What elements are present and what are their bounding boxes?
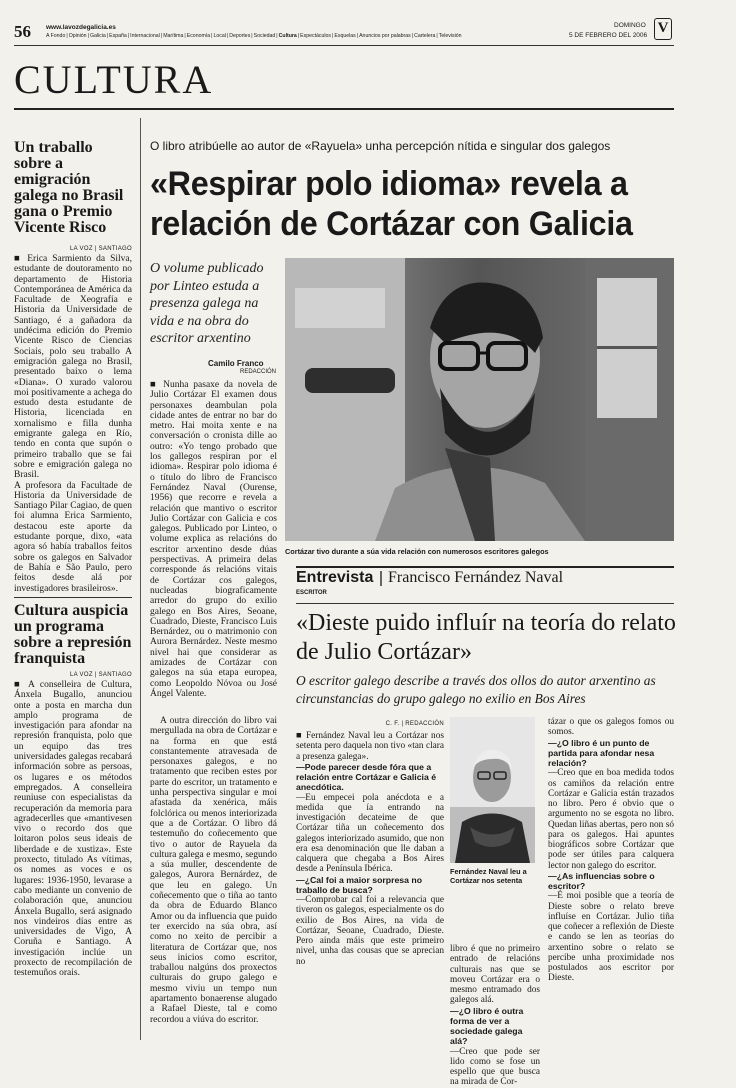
- naval-photo-caption: Fernández Naval leu a Cortázar nos setenta: [450, 867, 527, 886]
- main-kicker: O libro atribúelle ao autor de «Rayuela» unha percepción nítida e singular dos galegos: [150, 139, 611, 153]
- question-3: —¿O libro é outra forma de ver a sociedade galega alá?: [450, 1005, 524, 1047]
- section-link[interactable]: Internacional: [130, 33, 160, 39]
- header-divider: [14, 45, 674, 46]
- section-nav: [46, 33, 462, 39]
- left-article-2: [14, 603, 132, 979]
- bullet-icon: ■: [14, 254, 28, 264]
- answer-5: —É moi posible que a teoría de Dieste sobre o relato breve influíse en Cortázar. Julio tiña que coñecer a reflexión de Dieste e cando se len as teorías do arxentino sobre o relato se percibe unha proximidade nos postulados aos escritor por Dieste.: [548, 891, 674, 984]
- left-article-1-body: ■ Erica Sarmiento da Silva, estudante de doutoramento no departamento de Historia Contemporánea de América da Facultade de Xeografía e Historia da Universidade de Santiago, é a gañadora da undécima edición do Premio Vicente Risco de Ciencias Sociais, polo seu traballo A emigración galega no Brasil, presentado baixo o lema «Diana». O xurado valorou moi positivamente a achega do estudo desta estudante de Historia, licenciada en xornalismo e filla dunha emigrante galega en Río, tendo en conta que supón o primeiro traballo que se fai sobre e emigración galega no Brasil.: [14, 254, 132, 481]
- section-separator: |: [184, 33, 186, 39]
- interview-col1: [296, 731, 444, 967]
- bullet-icon: ■: [14, 680, 28, 690]
- answer-4: —Creo que en boa medida todos os camiños da relación entre Cortázar e Galicia están trazados no libro. Pero é obvio que o argumento no se esgota no libro. Quedan liñas abertas, pero non só para os galegos. Hai apuntes biográficos sobre Cortázar que pode ser útiles para calquera lector non galego do escritor.: [548, 768, 674, 871]
- interview-col2-text: libro é que no primeiro entrado de relacións culturais nas que se moveu Cortázar era o mesmo entramado dos galegos alá.: [450, 944, 540, 1006]
- section-link[interactable]: Opinión: [68, 33, 87, 39]
- interview-deck: O escritor galego describe a través dos ollos do autor arxentino as circunstancias do grupo galego no exilio en Bos Aires: [296, 673, 656, 706]
- interview-role: ESCRITOR: [296, 590, 327, 596]
- left-article-2-credit: LA VOZ | SANTIAGO: [69, 672, 132, 678]
- left-article-1: [14, 140, 132, 594]
- section-separator: |: [297, 33, 300, 39]
- section-separator: |: [127, 33, 130, 39]
- interview-credit: C. F. | REDACCIÓN: [385, 721, 444, 727]
- section-title: CULTURA: [14, 57, 214, 102]
- naval-portrait-icon: [450, 717, 535, 863]
- left-article-2-headline: Cultura auspicia un programa sobre a represión franquista: [14, 602, 132, 667]
- section-link[interactable]: España: [109, 33, 127, 39]
- answer-2: —Comprobar cal foi a relevancia que tiveron os galegos, especialmente os do exilio de Bos Aires, na vida de Cortázar, Seoane, Cuadrado, Dieste. Pero ainda máis que este primeiro nivel, unha das cousas que se aprecian no: [296, 895, 444, 967]
- left-article-1-credit: LA VOZ | SANTIAGO: [69, 246, 132, 252]
- section-separator: |: [66, 33, 68, 39]
- section-separator: |: [251, 33, 253, 39]
- left-article-2-body: ■ A conselleira de Cultura, Ánxela Bugallo, anunciou onte a posta en marcha dun amplo programa de investigación para afondar na represión franquista, polo que un equipo das tres universidades galegas recabará información sobre as persoas, os lugares e os métodos empregados. A conselleira reuniuse con especialistas da recuperación da memoria para agradecerlles que «mantivesen vivo o recordo dos que loitaron polos seus ideais de liberdade e de xustiza». Este proxecto, titulado As vítimas, os nomes as voces e os lugares: 1936-1950, levarase a cabo mediante un convenio de colaboración que, anunciou Ánxela Bugallo, será asignado nos vindeiros días entre as universidades de Vigo, A Coruña e Santiago. A investigación inclúe un proxecto de recompilación de testemuños orais.: [14, 680, 132, 979]
- column-divider: [140, 118, 141, 1040]
- main-body-col2: A outra dirección do libro vai mergullada na obra de Cortázar e na forma en que está constantemente atravesada de personaxes galegos, e no tratamento que reciben estes por parte do escritor, un tratamento e unha perspectiva singular e moi afastada da xenérica, máis folclórica ou menos interiorizada que a de Cortázar. O libro dá testemuño do coñecemento que tivo o autor de Rayuela da cultura galega e mesmo, segundo a súa muller, descendente de galegos, Aurora Bernárdez, de que leu en galego. Un coñecemento que o tiña ao tanto da obra de Eduardo Blanco Amor ou da influencia que puido ter exercido na súa obra, así como no xeito de percibir a literatura de Cortázar que, nos seus inicios como escritor, traballou nalgúns dos proxectos culturais do grupo galego e mesmo viviu un tempo nun apartamento bonaerense alugado a Rafael Dieste, tal e como recordou a viúva do escritor.: [150, 716, 277, 1025]
- left-article-1-headline: Un traballo sobre a emigración galega no Brasil gana o Premio Vicente Risco: [14, 139, 124, 236]
- section-link[interactable]: Deportes: [229, 33, 251, 39]
- photo-caption: Cortázar tivo durante a súa vida relación con numerosos escritores galegos: [285, 547, 549, 556]
- interview-headline: «Dieste puido influír na teoría do relato de Julio Cortázar»: [296, 610, 676, 665]
- newspaper-logo: V: [654, 18, 672, 40]
- question-1: —Pode parecer desde fóra que a relación entre Cortázar e Galicia é anecdótica.: [296, 761, 437, 793]
- section-separator: |: [276, 33, 278, 39]
- interview-top-rule: [296, 566, 674, 568]
- interview-col3: [548, 717, 674, 984]
- section-link[interactable]: Economía: [186, 33, 211, 39]
- section-link[interactable]: Anuncios por palabras: [359, 33, 411, 39]
- interview-label: Entrevista: [296, 569, 374, 586]
- issue-date: 5 DE FEBRERO DEL 2006: [569, 32, 648, 39]
- interview-name: Francisco Fernández Naval: [388, 569, 564, 586]
- section-separator: |: [436, 33, 438, 39]
- section-separator: |: [226, 33, 229, 39]
- interview-divider: [296, 603, 674, 604]
- section-separator: |: [411, 33, 414, 39]
- section-link[interactable]: A Fondo: [46, 33, 66, 39]
- section-link[interactable]: Cultura: [278, 33, 297, 39]
- section-separator: |: [332, 33, 334, 39]
- bullet-icon: ■: [296, 731, 306, 741]
- section-separator: |: [87, 33, 89, 39]
- section-link[interactable]: Marítima: [163, 33, 184, 39]
- question-5: —¿As influencias sobre o escritor?: [548, 870, 655, 892]
- section-link[interactable]: Sociedad: [253, 33, 276, 39]
- cortazar-portrait-icon: [285, 258, 674, 541]
- naval-photo: [450, 717, 535, 863]
- answer-3: —Creo que pode ser lido como se fose un espello que que busca na mirada de Cor-: [450, 1046, 540, 1088]
- left-article-1-body-2: A profesora da Facultade de Historia da Universidade de Santiago Pilar Cagiao, de quen foi alumna Erica Sarmiento, destacou este aporte da estudante porque, dixo, «ata agora só había traballos feitos sobre os galegos en Salvador de Bahía e São Paulo, pero feitos desde alá por investigadores brasileiros».: [14, 480, 132, 594]
- section-link[interactable]: Cartelera: [414, 33, 436, 39]
- section-separator: |: [211, 33, 213, 39]
- cortazar-photo: [285, 258, 674, 541]
- section-link[interactable]: Esquelas: [334, 33, 356, 39]
- main-headline: «Respirar polo idioma» revela a relación de Cortázar con Galicia: [150, 165, 633, 243]
- main-deck: O volume publicado por Linteo estuda a presenza galega na vida e na obra do escritor arxentino: [150, 261, 264, 346]
- interview-separator: [380, 571, 382, 586]
- main-body-col1: ■ Nunha pasaxe da novela de Julio Cortázar El examen dous personaxes deambulan pola cidade antes de entrar no bar do metro. Hai moita xente e na conversación o cronista dille ao outro: «Yo tengo probado que los gallegos respiran por el idioma». Respirar polo idioma é o título do libro de Francisco Fernández Naval (Ourense, 1956) que recorre e revela a relación que mantivo o escritor Julio Cortázar con Galicia e cos galegos. Publicado por Linteo, o volume explica as relacións do escritor arxentino desde dúas perspectivas. A primeira delas corresponde ás relacións vitais de Cortázar cos galegos, nucleadas biograficamente arredor do grupo do exilio galego en Bos Aires, Seoane, Cuadrado, Dieste, Francisco Luis Bernárdez, ou o matrimonio con Aurora Bernárdez. Neste mesmo nivel hai que considerar as amizades de Cortázar con galegos na súa etapa europea, como Leopoldo Nóvoa ou José Ángel Valente.: [150, 380, 277, 699]
- interview-col2: [450, 944, 540, 1088]
- section-link[interactable]: Local: [213, 33, 226, 39]
- byline-role: REDACCIÓN: [240, 369, 277, 375]
- interview-col3-text: tázar o que os galegos fomos ou somos.: [548, 717, 674, 738]
- site-url[interactable]: www.lavozdegalicia.es: [46, 24, 116, 31]
- section-divider: [14, 108, 674, 110]
- question-2: —¿Cal foi a maior sorpresa no traballo de busca?: [296, 874, 422, 895]
- left-article-divider: [14, 597, 132, 598]
- section-link[interactable]: Galicia: [89, 33, 106, 39]
- section-separator: |: [106, 33, 109, 39]
- section-separator: |: [356, 33, 359, 39]
- section-link[interactable]: Espectáculos: [300, 33, 332, 39]
- section-link[interactable]: Televisión: [438, 33, 462, 39]
- question-4: —¿O libro é un punto de partida para afondar nesa relación?: [548, 737, 655, 769]
- bullet-icon: ■: [150, 380, 164, 390]
- issue-day: DOMINGO: [614, 22, 646, 29]
- section-separator: |: [160, 33, 163, 39]
- answer-1: —Eu empecei pola anécdota e a medida que ía entrando na investigación decateime de que Cortázar tiña un coñecemento dos galegos interiorizado asumido, que non era esa denominación que lle daban a calquera que chegaba a Bos Aires desde a Península Ibérica.: [296, 792, 444, 875]
- page-number: 56: [14, 22, 31, 41]
- interview-intro: ■ Fernández Naval leu a Cortázar nos setenta pero daquela non tivo «tan clara a presenza galega».: [296, 731, 444, 762]
- byline: Camilo Franco: [208, 359, 264, 368]
